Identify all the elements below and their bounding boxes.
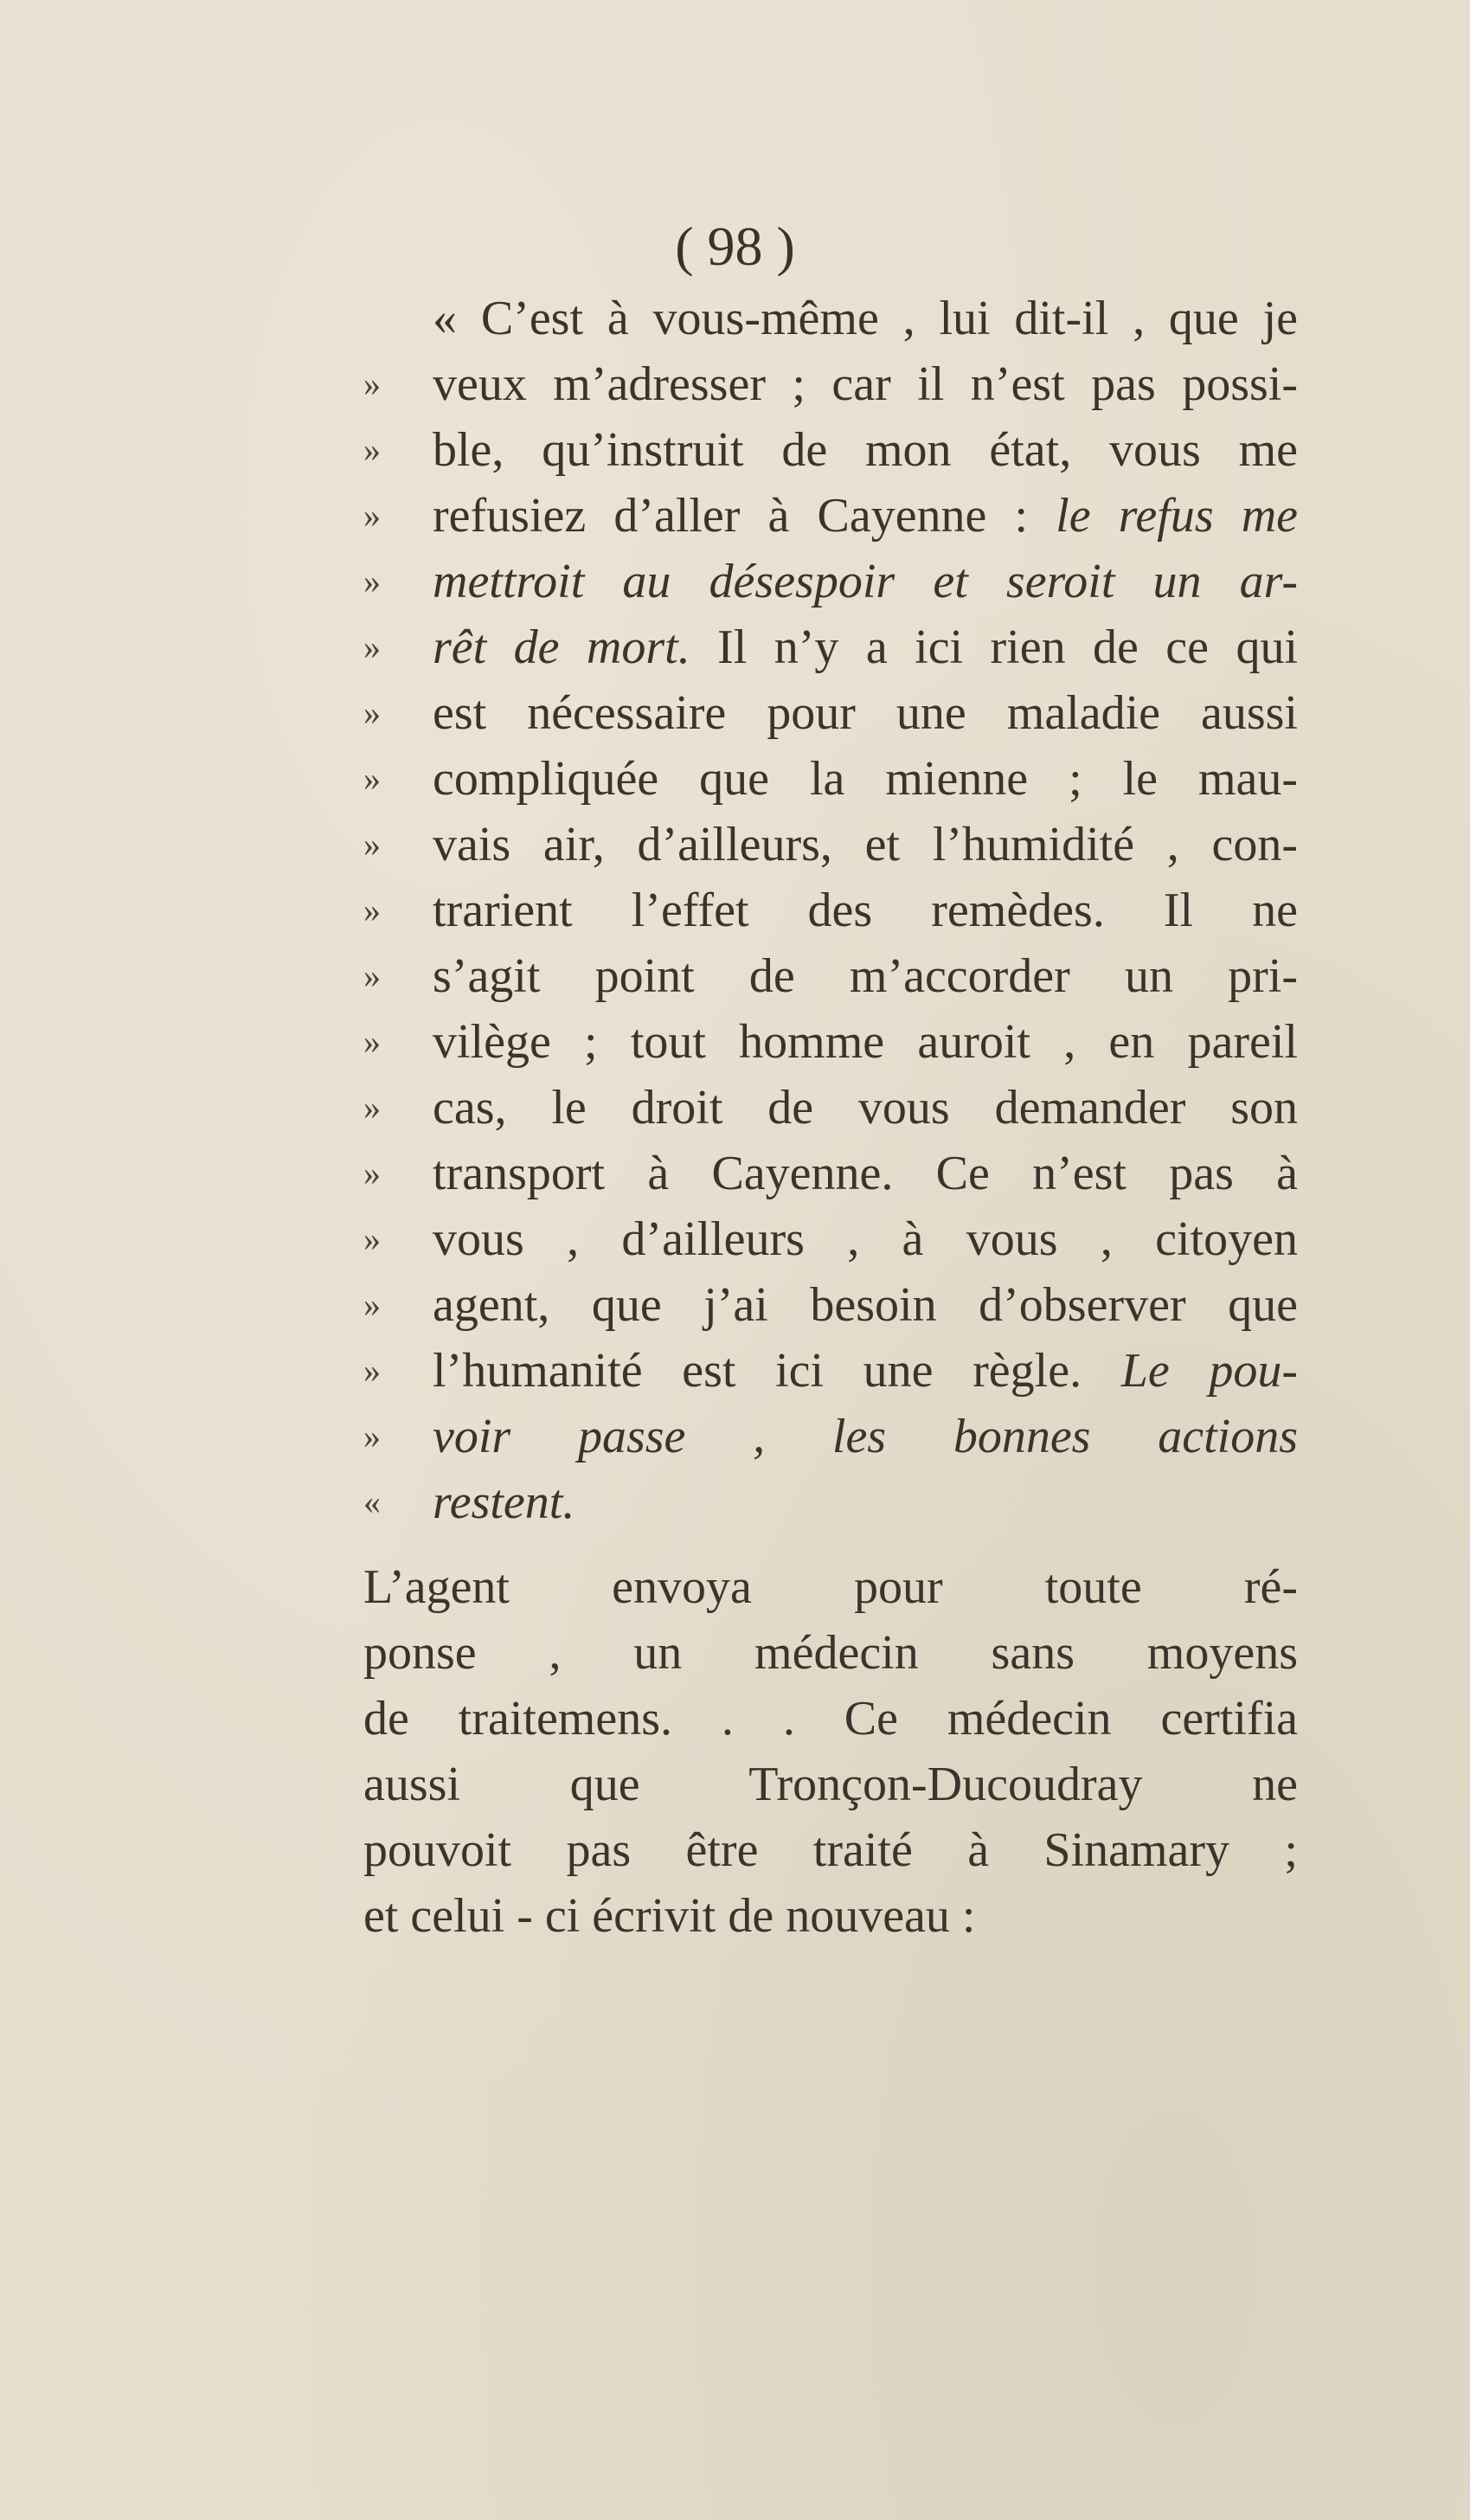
text-line [363,1686,1298,1752]
quote-mark: » [363,562,381,601]
italic-text: mettroit au désespoir et seroit un ar- [433,555,1298,608]
roman-text: vais air, d’ailleurs, et l’humidité , con- [433,818,1298,871]
roman-text: veux m’adresser ; car il n’est pas possi- [433,357,1298,411]
roman-text: transport à Cayenne. Ce n’est pas à [433,1147,1298,1200]
line-text [433,943,1298,1009]
text-line [363,943,1298,1009]
roman-text: compliquée que la mienne ; le mau- [433,752,1298,806]
text-block [363,286,1298,1949]
quote-mark: » [363,759,381,798]
quote-mark: » [363,430,381,469]
quote-mark: » [363,1088,381,1127]
text-line [363,1272,1298,1338]
line-text [433,680,1298,746]
roman-text: vous , d’ailleurs , à vous , citoyen [433,1212,1298,1266]
line-text: pouvoit pas être traité à Sinamary ; [363,1823,1298,1877]
quote-mark: » [363,1351,381,1390]
italic-text: rêt de mort. [433,620,690,674]
quote-mark: » [363,890,381,929]
line-text: aussi que Tronçon-Ducoudray ne [363,1758,1298,1811]
italic-text: le refus me [1056,489,1299,543]
line-text [433,417,1298,483]
roman-text: trarient l’effet des remèdes. Il ne [433,884,1298,937]
text-line [363,351,1298,417]
roman-text: l’humanité est ici une règle. [433,1344,1121,1398]
quote-mark: » [363,1417,381,1456]
text-line [363,614,1298,680]
text-line [363,1404,1298,1469]
italic-text: voir passe , les bonnes actions [433,1410,1298,1463]
quote-mark: » [363,1285,381,1324]
quote-mark: » [363,364,381,403]
line-text [433,1272,1298,1338]
line-text [433,1206,1298,1272]
narrative-paragraph [363,1554,1298,1949]
text-line [363,1141,1298,1206]
line-text [433,1075,1298,1141]
quote-mark: » [363,693,381,732]
roman-text: cas, le droit de vous demander son [433,1081,1298,1135]
line-text: et celui - ci écrivit de nouveau : [363,1889,976,1943]
roman-text: agent, que j’ai besoin d’observer que [433,1278,1298,1332]
line-text [433,483,1298,549]
text-line [363,286,1298,351]
roman-text: ble, qu’instruit de mon état, vous me [433,423,1298,477]
roman-text: « C’est à vous-même , lui dit-il , que je [433,292,1298,345]
line-text [433,812,1298,878]
line-text [433,1404,1298,1469]
quote-mark: « [363,1482,381,1521]
text-line [363,1469,1298,1535]
text-line [363,746,1298,812]
line-text: L’agent envoya pour toute ré- [363,1560,1298,1614]
text-line [363,417,1298,483]
line-text [433,1009,1298,1075]
text-line [363,680,1298,746]
line-text [433,549,1298,614]
italic-text: restent. [433,1475,575,1529]
quote-mark: » [363,1022,381,1061]
line-text [433,746,1298,812]
quote-mark: » [363,627,381,666]
text-line [363,1620,1298,1686]
page-number: ( 98 ) [675,215,795,277]
text-line [363,549,1298,614]
line-text: ponse , un médecin sans moyens [363,1626,1298,1680]
line-text [433,614,1298,680]
text-line [363,878,1298,943]
italic-text: Le pou- [1120,1344,1298,1398]
quoted-passage [363,286,1298,1535]
roman-text: Il n’y a ici rien de ce qui [690,620,1299,674]
text-line [363,812,1298,878]
text-line [363,1009,1298,1075]
text-line [363,483,1298,549]
line-text: de traitemens. . . Ce médecin certifia [363,1692,1298,1745]
roman-text: est nécessaire pour une maladie aussi [433,686,1298,740]
line-text [433,878,1298,943]
text-line [363,1075,1298,1141]
line-text [433,1338,1298,1404]
text-line [363,1817,1298,1883]
roman-text: refusiez d’aller à Cayenne : [433,489,1056,543]
text-line [363,1752,1298,1817]
text-line [363,1883,1298,1949]
quote-mark: » [363,1219,381,1258]
text-line [363,1554,1298,1620]
line-text [433,1469,1298,1535]
quote-mark: » [363,825,381,864]
roman-text: s’agit point de m’accorder un pri- [433,949,1298,1003]
text-line [363,1206,1298,1272]
quote-mark: » [363,496,381,535]
roman-text: vilège ; tout homme auroit , en pareil [433,1015,1298,1069]
line-text [433,351,1298,417]
line-text [433,1141,1298,1206]
quote-mark: » [363,956,381,995]
quote-mark: » [363,1154,381,1192]
text-line [363,1338,1298,1404]
line-text [433,286,1298,351]
